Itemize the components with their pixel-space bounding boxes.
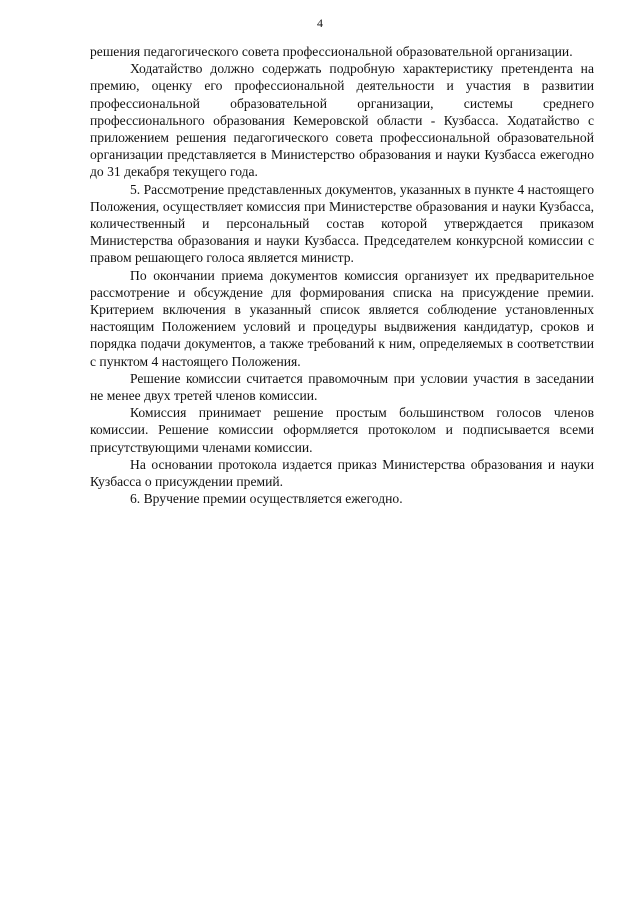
paragraph-order-issued: На основании протокола издается приказ Министерства образования и науки Кузбасса о присуждении премий.: [90, 456, 594, 490]
paragraph-continuation: решения педагогического совета профессиональной образовательной организации.: [90, 44, 573, 59]
paragraph-majority-decision: Комиссия принимает решение простым большинством голосов членов комиссии. Решение комиссии оформляется протоколом и подписывается всеми присутствующими членами комиссии.: [90, 405, 594, 455]
paragraph-preliminary-review: По окончании приема документов комиссия организует их предварительное рассмотрение и обсуждение для формирования списка на присуждение премии. Критерием включения в указанный список является соблюдение установленных настоящим Положением условий и процедуры выдвижения кандидатур, сроков и порядка подачи документов, а также требований к ним, определяемых в соответствии с пунктом 4 настоящего Положения.: [90, 267, 594, 369]
document-body: [90, 43, 594, 507]
paragraph-item-6-award: 6. Вручение премии осуществляется ежегодно.: [130, 491, 403, 507]
paragraph-quorum: Решение комиссии считается правомочным при условии участия в заседании не менее двух третей членов комиссии.: [90, 370, 594, 404]
page-number: 4: [317, 16, 323, 30]
paragraph-item-5-review: 5. Рассмотрение представленных документов, указанных в пункте 4 настоящего Положения, осуществляет комиссия при Министерстве образования и науки Кузбасса, количественный и персональный состав которой утверждается приказом Министерства образования и науки Кузбасса. Председателем конкурсной комиссии с правом решающего голоса является министр.: [90, 181, 594, 266]
paragraph-petition-content: Ходатайство должно содержать подробную характеристику претендента на премию, оценку его профессиональной деятельности и участия в развитии профессиональной образовательной организации, системы среднего профессионального образования Кемеровской области - Кузбасса. Ходатайство с приложением решения педагогического совета профессиональной образовательной организации представляется в Министерство образования и науки Кузбасса ежегодно до 31 декабря текущего года.: [90, 61, 594, 180]
